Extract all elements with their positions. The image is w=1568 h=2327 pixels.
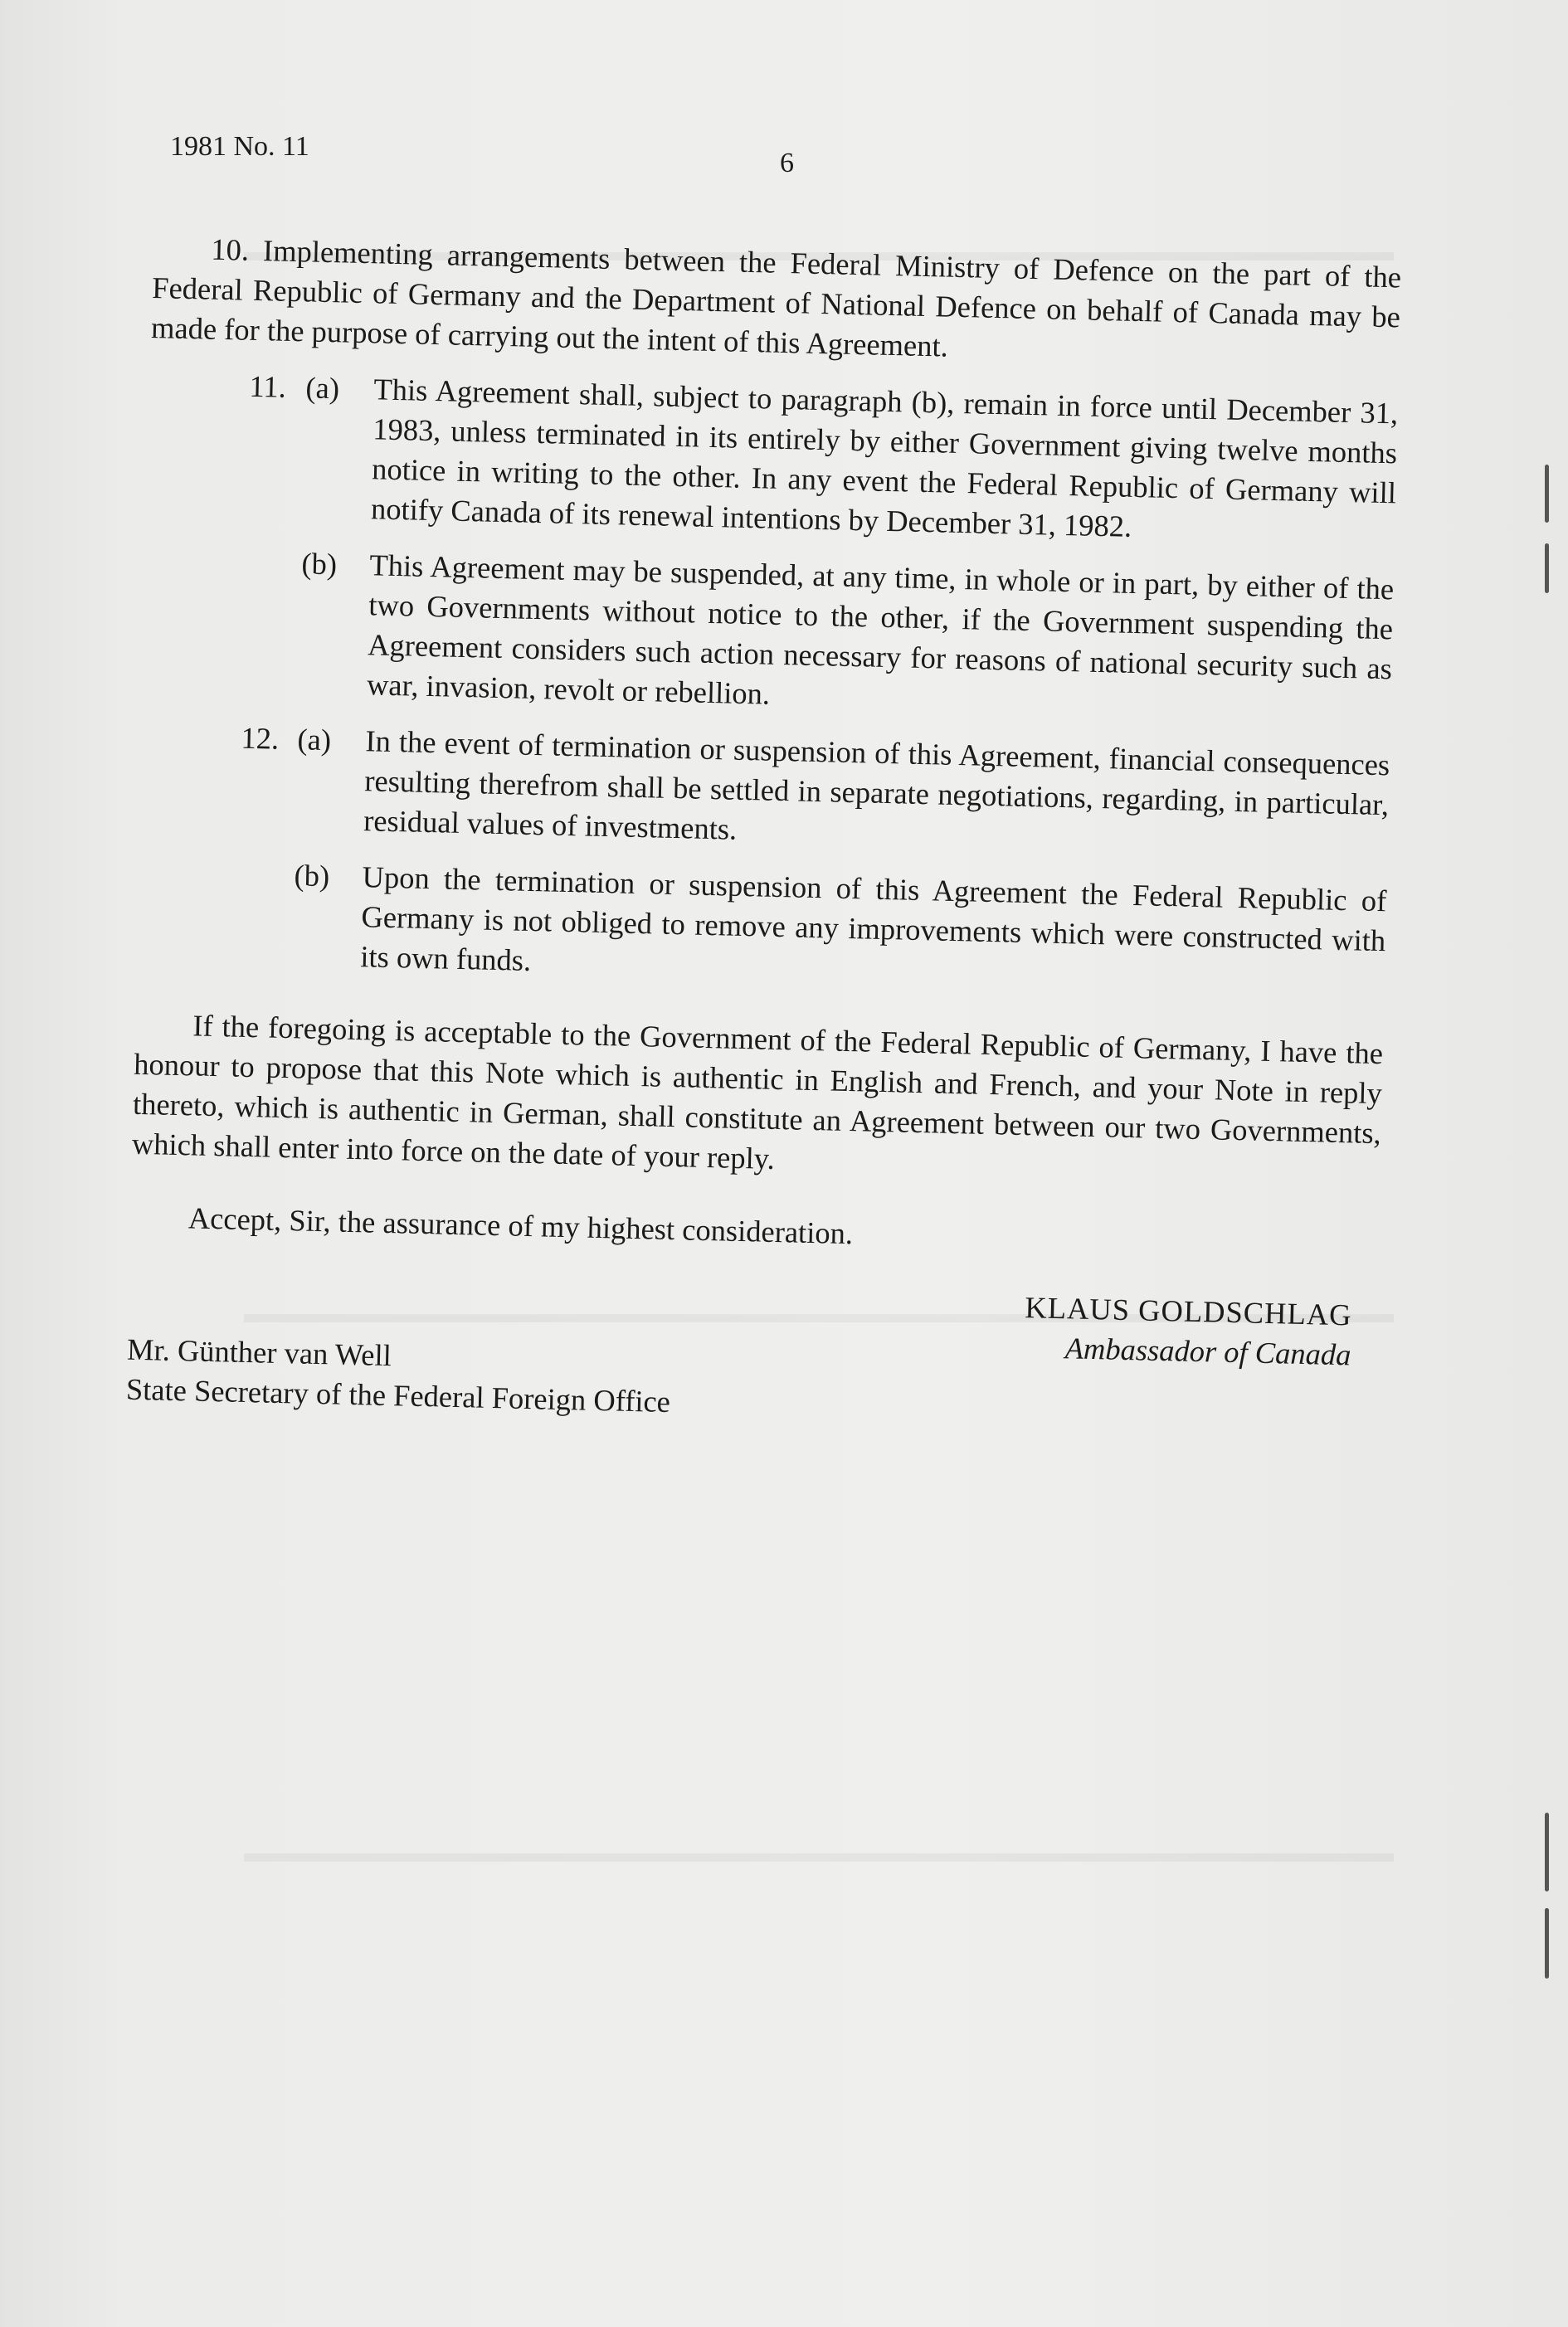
item-text: This Agreement may be suspended, at any time, in whole or in part, by either of the two Governments without notice to the other, if the Government suspending the Agreement considers such action necessary for reasons of national security such as war, invasion, revolt or rebellion. — [366, 548, 1395, 711]
item-number: 11. — [249, 368, 287, 404]
signatory-name: KLAUS GOLDSCHLAG — [1024, 1290, 1353, 1332]
item-sub-letter: (a) — [305, 370, 340, 406]
recipient-title: State Secretary of the Federal Foreign Office — [125, 1371, 671, 1419]
recipient-name: Mr. Günther van Well — [126, 1331, 392, 1373]
item-sub-letter: (a) — [297, 722, 332, 757]
page-number: 6 — [780, 148, 794, 178]
show-through-texture — [149, 1833, 1394, 1874]
item-text: Upon the termination or suspension of this Agreement the Federal Republic of Germany is not obliged to remove any improvements which were constructed with its own funds. — [359, 859, 1387, 977]
item-11b — [143, 540, 1395, 728]
item-12b — [136, 852, 1387, 1000]
item-sub-letter: (b) — [301, 546, 338, 582]
item-sub-letter: (b) — [294, 858, 330, 893]
paragraph-10: 10. Implementing arrangements between the Federal Ministry of Defence on the part of the Federal Republic of Germany and the Department of National Defence on behalf of Canada may be made for the purpose of carrying out the intent of this Agreement. — [150, 231, 1402, 363]
binding-mark — [1545, 1813, 1549, 1891]
item-text: In the event of termination or suspension of this Agreement, financial consequences resulting therefrom shall be settled in separate negotiations, regarding, in particular, residual values of investments. — [363, 723, 1390, 846]
binding-mark — [1545, 465, 1549, 523]
proposal-paragraph: If the foregoing is acceptable to the Government of the Federal Republic of Germany, I have the honour to propose that this Note which is authentic in English and French, and your Note in reply thereto, which is authentic in German, shall constitute an Agreement between our two Governments, which shall enter into force on the date of your reply. — [131, 1008, 1384, 1176]
document-reference: 1981 No. 11 — [170, 131, 309, 162]
binding-mark — [1545, 1908, 1549, 1979]
closing-line: Accept, Sir, the assurance of my highest consideration. — [187, 1200, 854, 1251]
item-text: This Agreement shall, subject to paragraph (b), remain in force until December 31, 1983, unless terminated in its entirely by either Government giving twelve months notice in writing to the other. In any event the Federal Republic of Germany will notify Canada of its renewal intentions by December 31, 1982. — [370, 372, 1399, 543]
binding-mark — [1545, 543, 1549, 593]
signatory-title: Ambassador of Canada — [1064, 1331, 1351, 1372]
item-12a — [139, 716, 1390, 864]
item-11a — [147, 364, 1399, 553]
item-number: 12. — [241, 720, 280, 756]
document-body — [125, 228, 1401, 1439]
